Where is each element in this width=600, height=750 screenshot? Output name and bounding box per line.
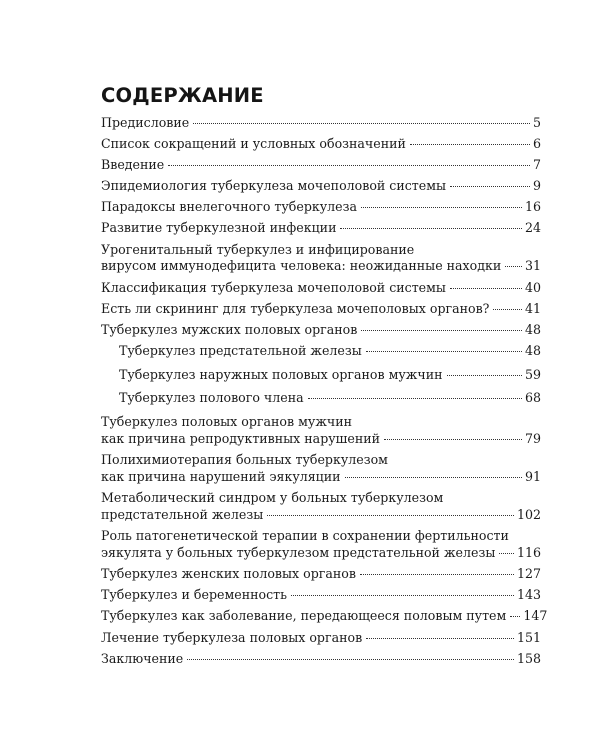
toc-entry-title: предстательной железы (101, 506, 264, 522)
toc-entry-male-organs (101, 322, 541, 339)
toc-entry-title: Лечение туберкулеза половых органов (101, 629, 363, 645)
toc-page-number: 147 (523, 608, 548, 624)
toc-page-number: 16 (524, 199, 541, 215)
toc-entry-female-organs (101, 566, 541, 583)
toc-entry-title: вирусом иммунодефицита человека: неожиданные находки (101, 258, 502, 274)
toc-page-number: 5 (532, 115, 541, 130)
dot-leader (187, 659, 514, 660)
toc-page-number: 48 (524, 342, 541, 358)
dot-leader (410, 144, 530, 145)
toc-subentry-prostate (101, 343, 541, 360)
dot-leader (361, 207, 522, 208)
toc-entry-title-line1: Метаболический синдром у больных туберкулезом (101, 490, 444, 506)
toc-entry-introduction (101, 157, 541, 174)
toc-entry-title: как причина репродуктивных нарушений (101, 430, 381, 446)
dot-leader (384, 439, 522, 440)
toc-entry-reproductive-disorders (101, 414, 541, 447)
toc-entry-treatment (101, 630, 541, 647)
dot-leader (366, 638, 514, 639)
toc-entry-title-line1: Роль патогенетической терапии в сохранении фертильности (101, 528, 509, 544)
toc-entry-title: Заключение (101, 650, 184, 666)
table-of-contents (101, 115, 548, 672)
toc-entry-title: Туберкулез наружных половых органов мужчин (119, 366, 443, 382)
toc-page-number: 79 (524, 430, 541, 446)
toc-entry-title: Классификация туберкулеза мочеполовой системы (101, 279, 446, 295)
toc-entry-title: Эпидемиология туберкулеза мочеполовой системы (101, 178, 447, 194)
dot-leader (450, 288, 522, 289)
toc-entry-title-line1: Туберкулез половых органов мужчин (101, 414, 353, 430)
dot-leader (193, 123, 530, 124)
dot-leader (493, 309, 522, 310)
dot-leader (361, 330, 522, 331)
toc-page-number: 6 (532, 136, 541, 152)
toc-page-number: 31 (524, 258, 541, 274)
dot-leader (447, 375, 522, 376)
toc-page-number: 7 (532, 157, 541, 173)
dot-leader (510, 616, 520, 617)
toc-heading: СОДЕРЖАНИЕ (101, 84, 264, 107)
toc-entry-title: Предисловие (101, 115, 190, 130)
toc-entry-abbreviations (101, 136, 541, 153)
toc-entry-paradoxes (101, 199, 541, 216)
dot-leader (308, 398, 522, 399)
toc-entry-infection-development (101, 220, 541, 237)
toc-entry-title: Туберкулез как заболевание, передающееся половым путем (101, 608, 507, 624)
toc-entry-title: эякулята у больных туберкулезом предстательной железы (101, 544, 496, 560)
toc-entry-title: как причина нарушений эякуляции (101, 468, 341, 484)
toc-entry-pregnancy (101, 587, 541, 604)
dot-leader (505, 266, 522, 267)
toc-subentry-penis (101, 390, 541, 407)
dot-leader (267, 515, 514, 516)
toc-entry-title: Туберкулез и беременность (101, 587, 287, 603)
toc-page-number: 9 (532, 178, 541, 194)
dot-leader (360, 574, 514, 575)
dot-leader (345, 477, 522, 478)
toc-page-number: 143 (516, 587, 541, 603)
toc-page-number: 68 (524, 390, 541, 406)
toc-entry-title-line1: Урогенитальный туберкулез и инфицирование (101, 241, 415, 257)
toc-entry-classification (101, 280, 541, 297)
toc-entry-title: Парадоксы внелегочного туберкулеза (101, 199, 357, 215)
toc-entry-metabolic-syndrome (101, 490, 541, 523)
toc-entry-polychemotherapy (101, 452, 541, 485)
dot-leader (168, 165, 530, 166)
toc-entry-title-line1: Полихимиотерапия больных туберкулезом (101, 452, 388, 468)
toc-entry-conclusion (101, 651, 541, 668)
dot-leader (340, 228, 522, 229)
dot-leader (366, 351, 522, 352)
dot-leader (291, 595, 514, 596)
toc-entry-title: Туберкулез мужских половых органов (101, 321, 358, 337)
toc-entry-screening (101, 301, 541, 318)
dot-leader (450, 186, 530, 187)
toc-entry-title: Развитие туберкулезной инфекции (101, 220, 337, 236)
toc-entry-preface (101, 115, 541, 132)
toc-page-number: 158 (516, 650, 541, 666)
toc-page-number: 102 (516, 506, 541, 522)
toc-entry-hiv (101, 242, 541, 275)
toc-page-number: 116 (516, 544, 541, 560)
toc-subentry-external-organs (101, 367, 541, 384)
toc-page-number: 41 (524, 300, 541, 316)
toc-page-number: 48 (524, 321, 541, 337)
toc-entry-title: Туберкулез женских половых органов (101, 566, 356, 582)
toc-entry-title: Список сокращений и условных обозначений (101, 136, 406, 152)
toc-page-number: 59 (524, 366, 541, 382)
dot-leader (499, 553, 514, 554)
toc-entry-epidemiology (101, 178, 541, 195)
toc-page-number: 91 (524, 468, 541, 484)
toc-page-number: 127 (516, 566, 541, 582)
toc-page-number: 40 (524, 279, 541, 295)
toc-entry-pathogenetic-therapy (101, 528, 541, 561)
toc-entry-title: Туберкулез полового члена (119, 390, 304, 406)
toc-page-number: 24 (524, 220, 541, 236)
toc-entry-title: Есть ли скрининг для туберкулеза мочеполовых органов? (101, 300, 490, 316)
toc-entry-sexually-transmitted (101, 608, 548, 625)
toc-entry-title: Туберкулез предстательной железы (119, 342, 362, 358)
toc-page-number: 151 (516, 629, 541, 645)
toc-entry-title: Введение (101, 157, 165, 173)
